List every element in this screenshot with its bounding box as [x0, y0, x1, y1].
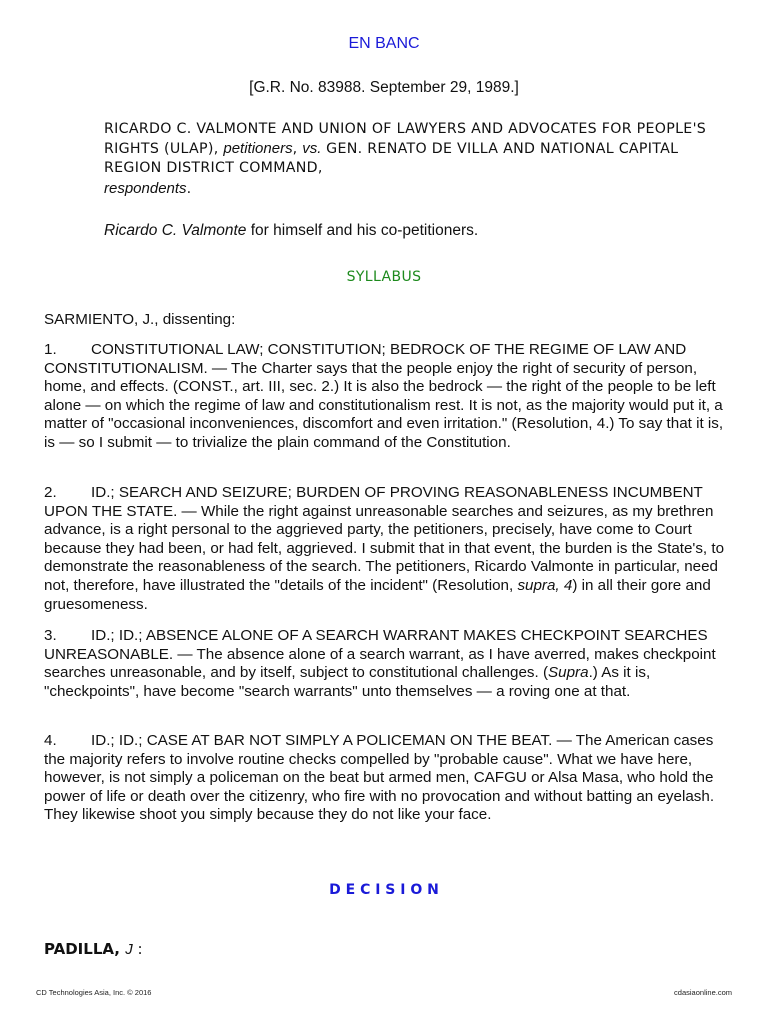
- syllabus-item: [44, 627, 734, 701]
- petitioners-names: RICARDO C. VALMONTE AND UNION OF LAWYERS AND ADVOCATES FOR PEOPLE'S RIGHTS (ULAP): [104, 121, 707, 158]
- syllabus-item-text: .) As it is, "checkpoints", have become "search warrants" unto themselves — a roving one at that.: [44, 664, 651, 700]
- syllabus-item-text: ) in all their gore and gruesomeness.: [44, 576, 711, 613]
- ponente-colon: :: [132, 940, 143, 958]
- caption-end: .: [186, 180, 192, 197]
- syllabus-item: [44, 484, 734, 614]
- syllabus-item-text: ID.; SEARCH AND SEIZURE; BURDEN OF PROVING REASONABLENESS INCUMBENT UPON THE STATE. — While the right against unreasonable searches and seizures, as my brethren advance, is a right personal to the aggrieved party, the petitioners, precisely, have come to Court because they had been, or had felt, aggrieved. I submit that in that event, the burden is the State's, to demonstrate the reasonableness of the search. The petitioners, Ricardo Valmonte in particular, need not, therefore, have illustrated the "details of the incident" (Resolution,: [44, 484, 725, 594]
- footer-copyright: CD Technologies Asia, Inc. © 2016: [36, 988, 152, 997]
- counsel-name: Ricardo C. Valmonte: [104, 222, 247, 239]
- ponente-title: J: [125, 941, 133, 958]
- caption-separator: ,: [317, 160, 323, 177]
- syllabus-item-italic: Supra: [548, 664, 589, 682]
- syllabus-item-number: 1.: [44, 341, 57, 358]
- syllabus-intro: SARMIENTO, J., dissenting:: [44, 311, 236, 328]
- case-caption: [104, 120, 714, 199]
- syllabus-item: [44, 732, 734, 825]
- counsel-line: [104, 222, 724, 241]
- versus-label: vs.: [302, 140, 322, 158]
- syllabus-item-text: CONSTITUTIONAL LAW; CONSTITUTION; BEDROCK OF THE REGIME OF LAW AND CONSTITUTIONALISM. — The Charter says that the people enjoy the right of security of person, home, and effects. (CONST., art. III, sec. 2.) It is also the bedrock — the right of the people to be left alone — on which the regime of law and constitutionalism rest. It is not, as the majority would put it, a matter of "occasional inconveniences, discomfort and even irritation." (Resolution, 4.) To say that it is, is — so I submit — to trivialize the plain command of the Constitution.: [44, 341, 724, 451]
- syllabus-item: [44, 341, 734, 453]
- case-citation: [G.R. No. 83988. September 29, 1989.]: [249, 79, 519, 96]
- division-heading: EN BANC: [348, 35, 420, 52]
- counsel-rest: for himself and his co-petitioners.: [246, 222, 479, 239]
- decision-heading: D E C I S I O N: [329, 882, 439, 898]
- respondents-role: respondents: [104, 179, 187, 197]
- syllabus-item-text: ID.; ID.; CASE AT BAR NOT SIMPLY A POLICEMAN ON THE BEAT. — The American cases the majority refers to involve routine checks compelled by "probable cause". What we have here, however, is not simply a policeman on the beat but armed men, CAFGU or Alsa Masa, who hold the power of life or death over the citizenry, who fire with no provocation and without batting an eyelash. They likewise shoot you simply because they do not like your face.: [44, 732, 715, 824]
- ponente-line: [44, 940, 143, 958]
- syllabus-item-number: 2.: [44, 484, 57, 501]
- petitioners-role: petitioners: [223, 140, 293, 158]
- footer-site-link[interactable]: cdasiaonline.com: [674, 988, 732, 997]
- ponente-name: PADILLA,: [44, 940, 126, 958]
- syllabus-heading: SYLLABUS: [346, 269, 422, 285]
- syllabus-item-number: 4.: [44, 732, 57, 749]
- syllabus-item-number: 3.: [44, 627, 57, 644]
- caption-separator: ,: [213, 141, 224, 158]
- respondents-names: GEN. RENATO DE VILLA AND NATIONAL CAPITAL REGION DISTRICT COMMAND: [104, 141, 679, 177]
- syllabus-item-text: ID.; ID.; ABSENCE ALONE OF A SEARCH WARRANT MAKES CHECKPOINT SEARCHES UNREASONABLE. — The absence alone of a search warrant, as I have averred, makes checkpoint searches unreasonable, and by itself, subject to constitutional challenges. (: [44, 627, 716, 682]
- syllabus-item-italic: supra, 4: [517, 576, 573, 594]
- caption-separator: ,: [292, 141, 303, 158]
